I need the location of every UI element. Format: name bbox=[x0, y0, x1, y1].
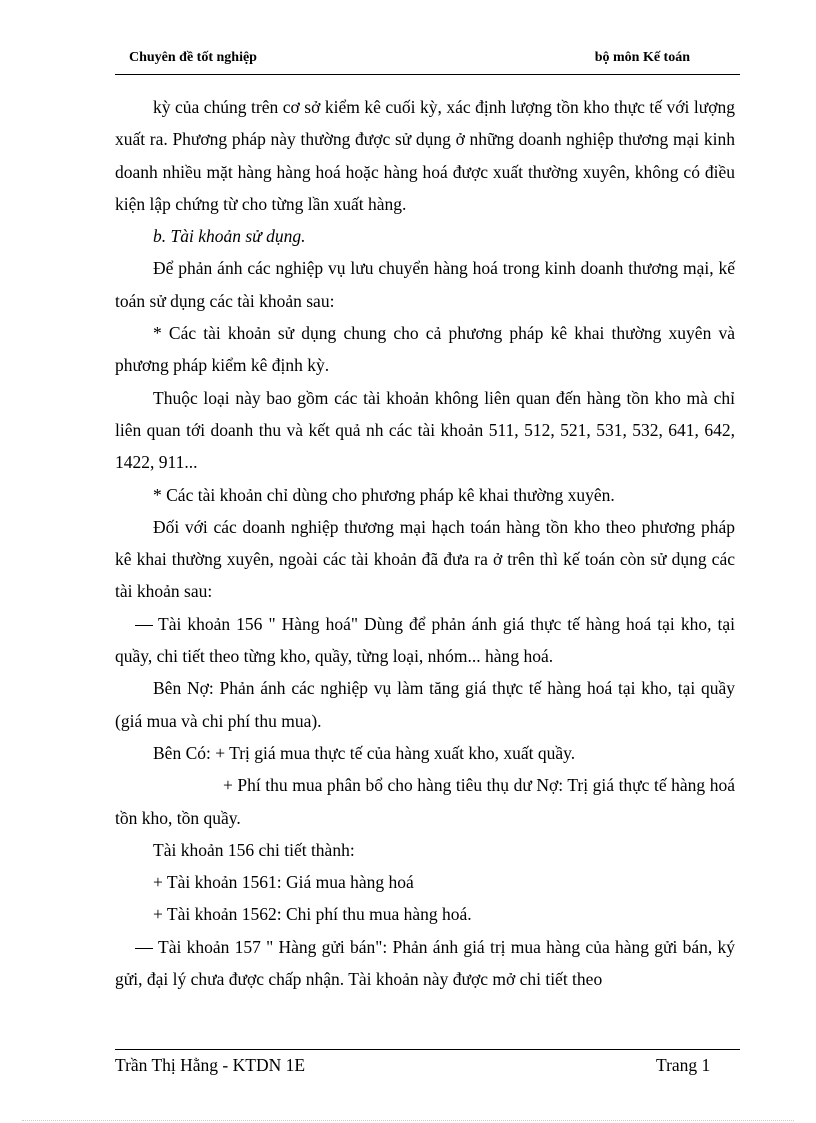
paragraph: * Các tài khoản chỉ dùng cho phương pháp kê khai thường xuyên. bbox=[153, 484, 615, 505]
document-body bbox=[115, 91, 735, 995]
page-bottom-edge bbox=[22, 1120, 794, 1121]
header-left-title: Chuyên đề tốt nghiệp bbox=[129, 50, 257, 65]
paragraph: Bên Nợ: Phản ánh các nghiệp vụ làm tăng giá thực tế hàng hoá tại kho, tại quầy (giá mua và chi phí thu mua). bbox=[115, 678, 735, 731]
paragraph: + Tài khoản 1561: Giá mua hàng hoá bbox=[153, 872, 414, 893]
paragraph: Đối với các doanh nghiệp thương mại hạch toán hàng tồn kho theo phương pháp kê khai thường xuyên, ngoài các tài khoản đã đưa ra ở trên thì kế toán còn sử dụng các tài khoản sau: bbox=[115, 516, 735, 602]
list-item bbox=[115, 931, 735, 996]
footer-page-number: Trang 1 bbox=[656, 1055, 711, 1075]
paragraph: + Tài khoản 1562: Chi phí thu mua hàng hoá. bbox=[153, 904, 472, 925]
paragraph: Bên Có: + Trị giá mua thực tế của hàng xuất kho, xuất quầy. bbox=[153, 742, 576, 763]
paragraph: Để phản ánh các nghiệp vụ lưu chuyển hàng hoá trong kinh doanh thương mại, kế toán sử dụng các tài khoản sau: bbox=[115, 258, 735, 311]
section-heading: b. Tài khoản sử dụng. bbox=[153, 226, 306, 247]
footer-divider bbox=[115, 1049, 740, 1050]
dash-marker bbox=[135, 947, 153, 949]
paragraph: kỳ của chúng trên cơ sở kiểm kê cuối kỳ, xác định lượng tồn kho thực tế với lượng xuất ra. Phương pháp này thường được sử dụng ở những doanh nghiệp thương mại kinh doanh nhiều mặt hàng hàng hoá hoặc hàng hoá được xuất thường xuyên, không có điều kiện lập chứng từ cho từng lần xuất hàng. bbox=[115, 97, 735, 214]
list-item-text: Tài khoản 157 " Hàng gửi bán": Phản ánh giá trị mua hàng của hàng gửi bán, ký gửi, đại lý chưa được chấp nhận. Tài khoản này được mở chi tiết theo bbox=[115, 936, 735, 990]
footer-author: Trần Thị Hằng - KTDN 1E bbox=[115, 1055, 306, 1075]
paragraph: Thuộc loại này bao gồm các tài khoản không liên quan đến hàng tồn kho mà chỉ liên quan tới doanh thu và kết quả nh các tài khoản 511, 512, 521, 531, 532, 641, 642, 1422, 911... bbox=[115, 387, 735, 473]
paragraph: Tài khoản 156 chi tiết thành: bbox=[153, 839, 355, 860]
page-header bbox=[115, 50, 740, 75]
list-item-text: Tài khoản 156 " Hàng hoá" Dùng để phản ánh giá thực tế hàng hoá tại kho, tại quầy, chi tiết theo từng kho, quầy, từng loại, nhóm... hàng hoá. bbox=[115, 613, 735, 667]
paragraph: + Phí thu mua phân bổ cho hàng tiêu thụ dư Nợ: Trị giá thực tế hàng hoá tồn kho, tồn quầy. bbox=[115, 775, 735, 828]
list-item bbox=[115, 608, 735, 673]
dash-marker bbox=[135, 624, 153, 626]
paragraph: * Các tài khoản sử dụng chung cho cả phương pháp kê khai thường xuyên và phương pháp kiểm kê định kỳ. bbox=[115, 323, 735, 376]
header-right-title: bộ môn Kế toán bbox=[594, 50, 690, 65]
